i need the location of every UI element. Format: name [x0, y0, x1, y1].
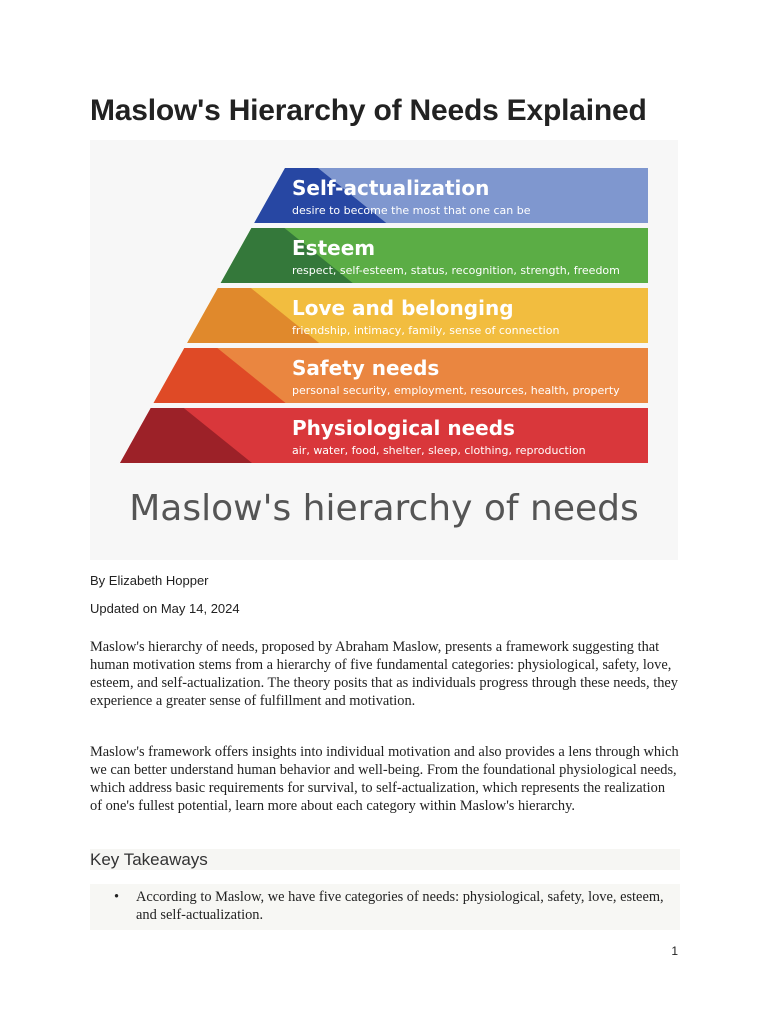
pyramid-tier	[254, 168, 648, 223]
pyramid-tier	[187, 288, 648, 343]
byline: By Elizabeth Hopper	[90, 573, 209, 588]
key-takeaways-heading: Key Takeaways	[90, 849, 680, 870]
tier-title: Self-actualization	[292, 176, 490, 200]
pyramid-tier	[221, 228, 648, 283]
key-takeaways-list	[90, 884, 680, 930]
pyramid-tier	[154, 348, 648, 403]
list-item-text: According to Maslow, we have five categories of needs: physiological, safety, love, esteem, and self-actualization.	[136, 889, 664, 923]
page-title: Maslow's Hierarchy of Needs Explained	[90, 94, 647, 127]
tier-description: desire to become the most that one can be	[292, 204, 531, 217]
figure-caption: Maslow's hierarchy of needs	[129, 488, 639, 529]
hierarchy-pyramid	[90, 140, 678, 470]
updated-date: Updated on May 14, 2024	[90, 601, 240, 616]
hierarchy-figure	[90, 140, 678, 560]
bullet-icon: •	[114, 889, 120, 905]
tier-title: Esteem	[292, 236, 376, 260]
list-item	[114, 884, 676, 924]
framework-paragraph: Maslow's framework offers insights into individual motivation and also provides a lens through which we can better understand human behavior and well-being. From the foundational physiological needs, which address basic requirements for survival, to self-actualization, which represents the realization of one's fullest potential, learn more about each category within Maslow's hierarchy.	[90, 744, 679, 814]
tier-title: Safety needs	[292, 356, 440, 380]
tier-description: respect, self-esteem, status, recognition, strength, freedom	[292, 264, 620, 277]
page-number: 1	[671, 944, 678, 958]
pyramid-tier	[120, 408, 648, 463]
tier-description: friendship, intimacy, family, sense of connection	[292, 324, 560, 337]
intro-paragraph: Maslow's hierarchy of needs, proposed by Abraham Maslow, presents a framework suggesting that human motivation stems from a hierarchy of five fundamental categories: physiological, safety, love, esteem, and self-actualization. The theory posits that as individuals progress through these needs, they experience a greater sense of fulfillment and motivation.	[90, 639, 678, 709]
tier-title: Physiological needs	[292, 416, 515, 440]
tier-title: Love and belonging	[292, 296, 514, 320]
tier-description: air, water, food, shelter, sleep, clothing, reproduction	[292, 444, 586, 457]
tier-description: personal security, employment, resources, health, property	[292, 384, 620, 397]
